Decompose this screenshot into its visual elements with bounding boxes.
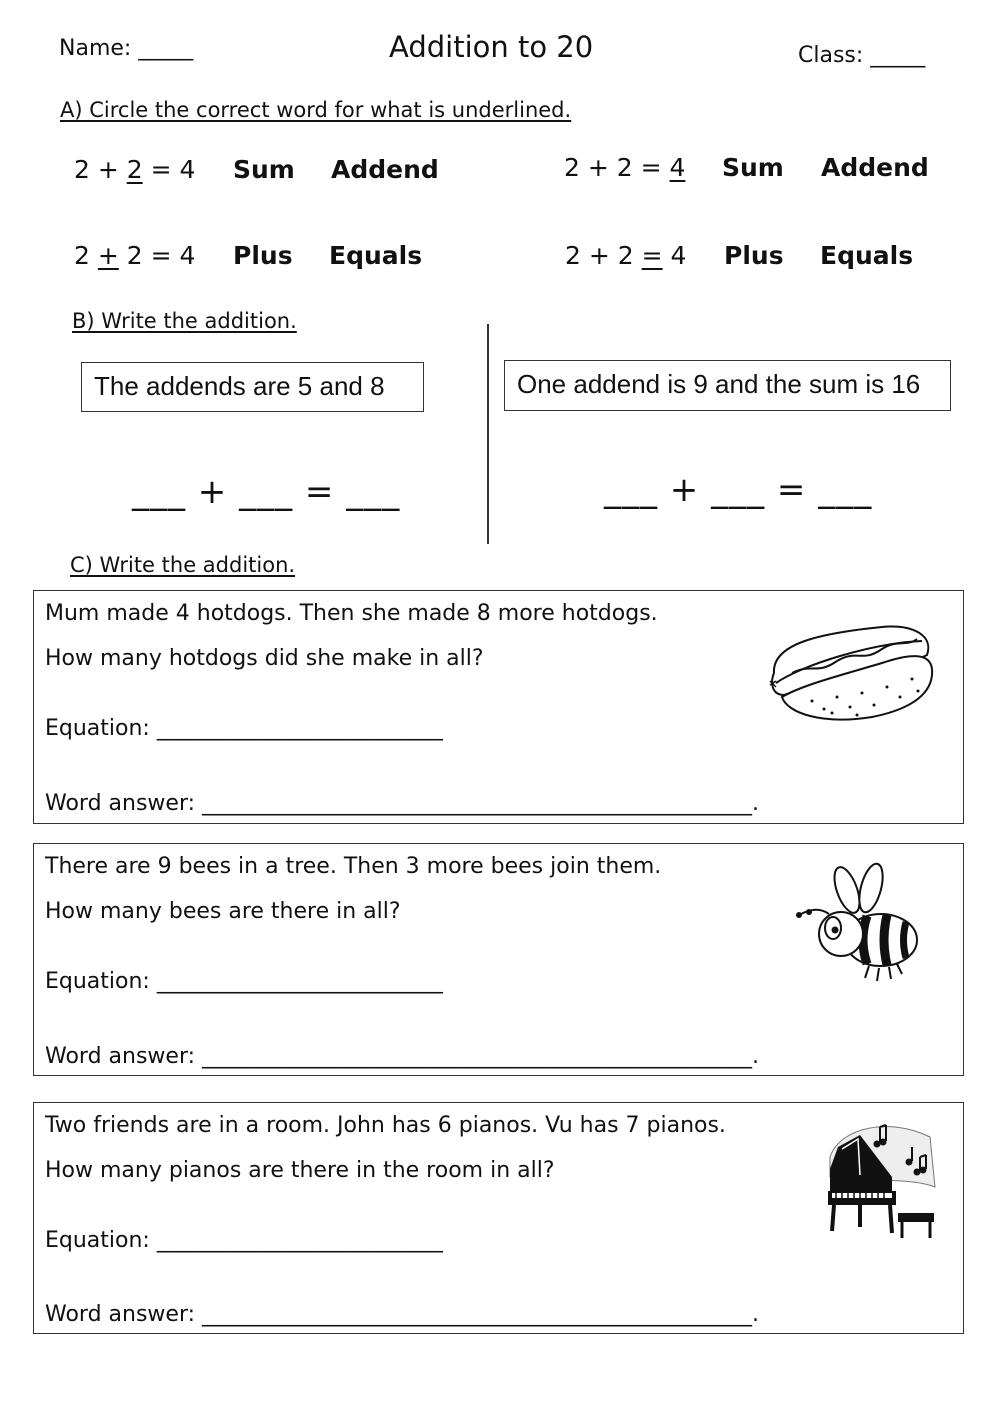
problem-text-line2: How many hotdogs did she make in all?	[45, 646, 484, 671]
choice-sum-a1[interactable]: Sum	[233, 155, 295, 184]
equation-a3: 2 + 2 = 4	[74, 241, 196, 270]
word-answer-line[interactable]: Word answer: __________________________________________________.	[45, 791, 760, 816]
section-c-heading: C) Write the addition.	[70, 553, 296, 577]
equation-a4: 2 + 2 = 4	[565, 241, 687, 270]
left-answer-blanks[interactable]: ___ + ___ = ___	[132, 472, 401, 512]
word-problem-bees	[33, 843, 964, 1076]
choice-addend-a1[interactable]: Addend	[331, 155, 439, 184]
equation-answer-line[interactable]: Equation: __________________________	[45, 969, 443, 994]
right-answer-blanks[interactable]: ___ + ___ = ___	[604, 470, 873, 510]
equation-answer-line[interactable]: Equation: __________________________	[45, 716, 443, 741]
choice-plus-a3[interactable]: Plus	[233, 241, 293, 270]
right-clue-box: One addend is 9 and the sum is 16	[504, 360, 951, 411]
word-problem-hotdogs	[33, 590, 964, 824]
word-answer-line[interactable]: Word answer: __________________________________________________.	[45, 1302, 760, 1327]
word-problem-pianos	[33, 1102, 964, 1334]
section-a-heading: A) Circle the correct word for what is underlined.	[60, 98, 572, 122]
word-answer-line[interactable]: Word answer: __________________________________________________.	[45, 1044, 760, 1069]
section-b-heading: B) Write the addition.	[72, 309, 297, 333]
choice-equals-a3[interactable]: Equals	[329, 241, 423, 270]
equation-a2: 2 + 2 = 4	[564, 153, 686, 182]
piano-icon	[820, 1117, 940, 1242]
name-field-label: Name: _____	[59, 36, 194, 61]
column-divider	[487, 324, 489, 544]
choice-plus-a4[interactable]: Plus	[724, 241, 784, 270]
equation-a1: 2 + 2 = 4	[74, 155, 196, 184]
choice-equals-a4[interactable]: Equals	[820, 241, 914, 270]
problem-text-line1: Two friends are in a room. John has 6 pianos. Vu has 7 pianos.	[45, 1113, 726, 1138]
choice-addend-a2[interactable]: Addend	[821, 153, 929, 182]
class-field-label: Class: _____	[798, 43, 926, 68]
problem-text-line1: Mum made 4 hotdogs. Then she made 8 more hotdogs.	[45, 601, 658, 626]
problem-text-line1: There are 9 bees in a tree. Then 3 more bees join them.	[45, 854, 662, 879]
left-clue-box: The addends are 5 and 8	[81, 362, 424, 412]
bee-icon	[789, 862, 924, 987]
equation-answer-line[interactable]: Equation: __________________________	[45, 1228, 443, 1253]
problem-text-line2: How many bees are there in all?	[45, 899, 401, 924]
page-title: Addition to 20	[389, 30, 594, 64]
hotdog-icon	[762, 613, 937, 731]
choice-sum-a2[interactable]: Sum	[722, 153, 784, 182]
problem-text-line2: How many pianos are there in the room in all?	[45, 1158, 555, 1183]
